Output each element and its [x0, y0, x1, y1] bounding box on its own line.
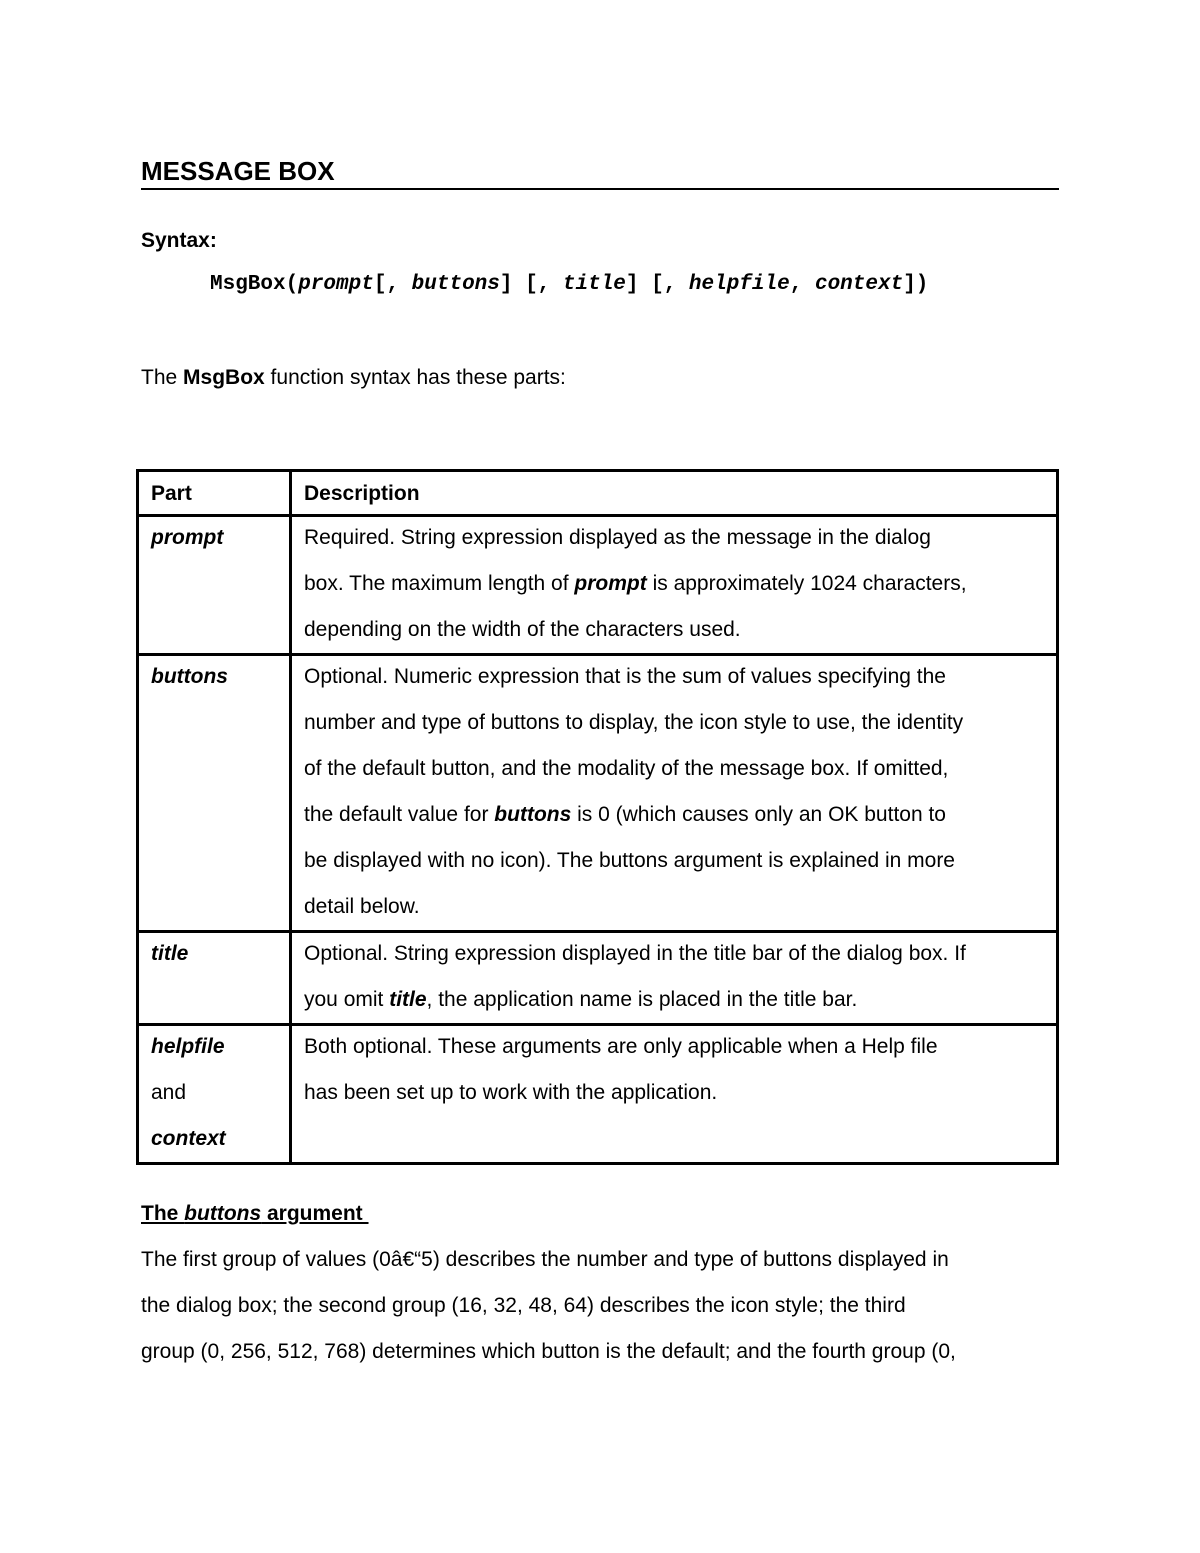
syntax-signature — [210, 271, 928, 299]
arg-prompt: prompt — [298, 273, 374, 296]
part-name: prompt — [151, 526, 224, 549]
part-cell — [138, 655, 291, 932]
part-name: buttons — [151, 665, 228, 688]
description-text: detail below. — [304, 895, 420, 918]
description-cell — [291, 932, 1058, 1025]
arg-context: context — [814, 273, 904, 296]
description-emphasis: buttons — [494, 803, 572, 826]
table-row — [138, 655, 1058, 932]
description-text: Required. String expression displayed as the message in the dialog — [304, 526, 931, 549]
description-text: box. The maximum length of — [304, 572, 575, 595]
part-cell — [138, 1025, 291, 1164]
table-header-row — [138, 471, 1058, 516]
section-heading-italic: buttons — [184, 1202, 262, 1225]
description-line — [304, 515, 1044, 561]
description-text: be displayed with no icon). The buttons argument is explained in more — [304, 849, 955, 872]
intro-text: The — [141, 366, 184, 389]
part-name: helpfile — [151, 1035, 225, 1058]
description-line — [304, 561, 1044, 607]
header-part: Part — [138, 471, 291, 516]
syntax-sep: [, — [373, 273, 412, 296]
fn-name: MsgBox( — [210, 273, 299, 296]
part-cell — [138, 516, 291, 655]
body-paragraph — [141, 1237, 1071, 1375]
description-text: the default value for — [304, 803, 495, 826]
description-text: of the default button, and the modality of the message box. If omitted, — [304, 757, 949, 780]
section-heading — [141, 1201, 369, 1227]
parts-table — [136, 469, 1059, 1165]
intro-function-name: MsgBox — [183, 366, 265, 389]
description-emphasis: prompt — [574, 572, 647, 595]
description-text: you omit — [304, 988, 390, 1011]
arg-title: title — [562, 273, 626, 296]
description-line — [304, 700, 1044, 746]
description-line — [304, 654, 1044, 700]
description-line — [304, 607, 1044, 653]
part-name: context — [151, 1127, 226, 1150]
syntax-sep: ] [, — [625, 273, 689, 296]
description-line — [304, 884, 1044, 930]
description-text: Optional. Numeric expression that is the sum of values specifying the — [304, 665, 946, 688]
header-description: Description — [291, 471, 1058, 516]
description-line — [304, 931, 1044, 977]
section-heading-text: The — [141, 1202, 185, 1225]
part-name: title — [151, 942, 189, 965]
arg-helpfile: helpfile — [688, 273, 790, 296]
paragraph-line: the dialog box; the second group (16, 32, 48, 64) describes the icon style; the third — [141, 1294, 906, 1317]
description-text: Both optional. These arguments are only applicable when a Help file — [304, 1035, 938, 1058]
part-cell — [138, 932, 291, 1025]
description-line — [304, 1070, 1044, 1116]
syntax-sep: , — [789, 273, 815, 296]
intro-text: function syntax has these parts: — [264, 366, 566, 389]
description-emphasis: title — [389, 988, 427, 1011]
description-line — [304, 977, 1044, 1023]
arg-buttons: buttons — [411, 273, 500, 296]
paragraph-line: group (0, 256, 512, 768) determines which button is the default; and the fourth group (0, — [141, 1340, 956, 1363]
description-line — [304, 792, 1044, 838]
description-text: is approximately 1024 characters, — [646, 572, 967, 595]
description-text: depending on the width of the characters used. — [304, 618, 741, 641]
description-line — [304, 1024, 1044, 1070]
part-connector: and — [151, 1081, 187, 1104]
description-text: , the application name is placed in the title bar. — [426, 988, 858, 1011]
description-line — [304, 838, 1044, 884]
description-cell — [291, 655, 1058, 932]
description-cell — [291, 1025, 1058, 1164]
description-text: number and type of buttons to display, the icon style to use, the identity — [304, 711, 964, 734]
page-title: MESSAGE BOX — [141, 155, 1059, 190]
section-heading-text: argument — [261, 1202, 369, 1225]
description-cell — [291, 516, 1058, 655]
intro-sentence — [141, 365, 566, 391]
description-text: is 0 (which causes only an OK button to — [571, 803, 946, 826]
syntax-close: ]) — [903, 273, 929, 296]
syntax-sep: ] [, — [499, 273, 563, 296]
description-line — [304, 746, 1044, 792]
syntax-label: Syntax: — [141, 229, 217, 252]
table-row — [138, 932, 1058, 1025]
description-text: has been set up to work with the application. — [304, 1081, 718, 1104]
description-text: Optional. String expression displayed in the title bar of the dialog box. If — [304, 942, 966, 965]
table-row — [138, 516, 1058, 655]
table-row — [138, 1025, 1058, 1164]
paragraph-line: The first group of values (0â€“5) describes the number and type of buttons displayed in — [141, 1248, 949, 1271]
